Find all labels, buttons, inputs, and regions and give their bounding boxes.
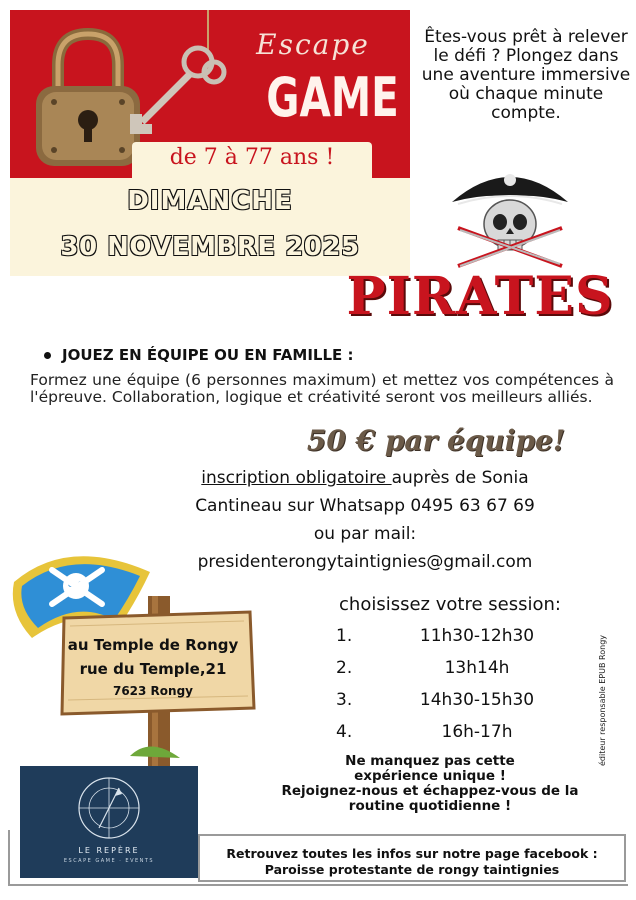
closing-line: Ne manquez pas cette: [345, 753, 515, 769]
closing-line: Rejoignez-nous et échappez-vous de la: [281, 783, 579, 799]
pirate-skull-icon: [440, 158, 580, 278]
footer-line-2: Paroisse protestante de rongy taintignies: [264, 862, 560, 877]
team-heading: [44, 346, 354, 364]
team-heading-text: JOUEZ EN ÉQUIPE OU EN FAMILLE :: [62, 346, 354, 364]
venue-city: 7623 Rongy: [112, 684, 193, 698]
description-text: Formez une équipe (6 personnes maximum) et mettez vos compétences à l'épreuve. Collaboration, logique et créativité seront vos meilleurs alliés.: [30, 371, 614, 406]
session-number: 4.: [336, 722, 353, 742]
logo-subtitle: ESCAPE GAME · EVENTS: [63, 858, 155, 864]
whatsapp-line: Cantineau sur Whatsapp 0495 63 67 69: [195, 496, 535, 516]
session-row: [330, 626, 590, 652]
event-day: DIMANCHE: [127, 186, 293, 216]
venue-name: au Temple de Rongy: [67, 636, 239, 654]
venue-street: rue du Temple,21: [79, 660, 227, 678]
key-icon: [120, 10, 230, 140]
compass-icon: [69, 770, 149, 846]
session-number: 2.: [336, 658, 353, 678]
session-row: [330, 658, 590, 684]
registration-rest: auprès de Sonia: [391, 468, 529, 488]
closing-line: expérience unique !: [354, 768, 506, 784]
session-time: 13h14h: [444, 658, 510, 678]
escape-word: Escape: [256, 28, 370, 61]
session-title: choisissez votre session:: [339, 594, 561, 615]
mail-intro: ou par mail:: [313, 524, 417, 544]
logo-name: LE REPÈRE: [78, 846, 140, 855]
registration-line: [160, 468, 570, 488]
game-word: GAME: [266, 66, 399, 129]
session-row: [330, 722, 590, 748]
ages-text: de 7 à 77 ans !: [169, 145, 335, 170]
session-time: 16h-17h: [441, 722, 513, 742]
event-date: 30 NOVEMBRE 2025: [60, 232, 360, 262]
pirates-word: PIRATES: [346, 266, 614, 327]
session-row: [330, 690, 590, 716]
footer-line-1: Retrouvez toutes les infos sur notre page facebook :: [226, 846, 598, 861]
editor-note: éditeur responsable EPUB Rongy: [598, 634, 607, 766]
price-text: 50 € par équipe!: [306, 424, 566, 457]
closing-text: [250, 754, 610, 814]
registration-label: inscription obligatoire: [201, 468, 392, 488]
session-number: 3.: [336, 690, 353, 710]
wooden-sign-icon: [60, 596, 256, 766]
email-address[interactable]: presidenterongytaintignies@gmail.com: [197, 552, 533, 572]
closing-line: routine quotidienne !: [348, 798, 512, 814]
session-time: 11h30-12h30: [419, 626, 535, 646]
intro-text: Êtes-vous prêt à relever le défi ? Plongez dans une aventure immersive où chaque minute compte.: [421, 27, 631, 123]
session-number: 1.: [336, 626, 353, 646]
session-time: 14h30-15h30: [419, 690, 535, 710]
